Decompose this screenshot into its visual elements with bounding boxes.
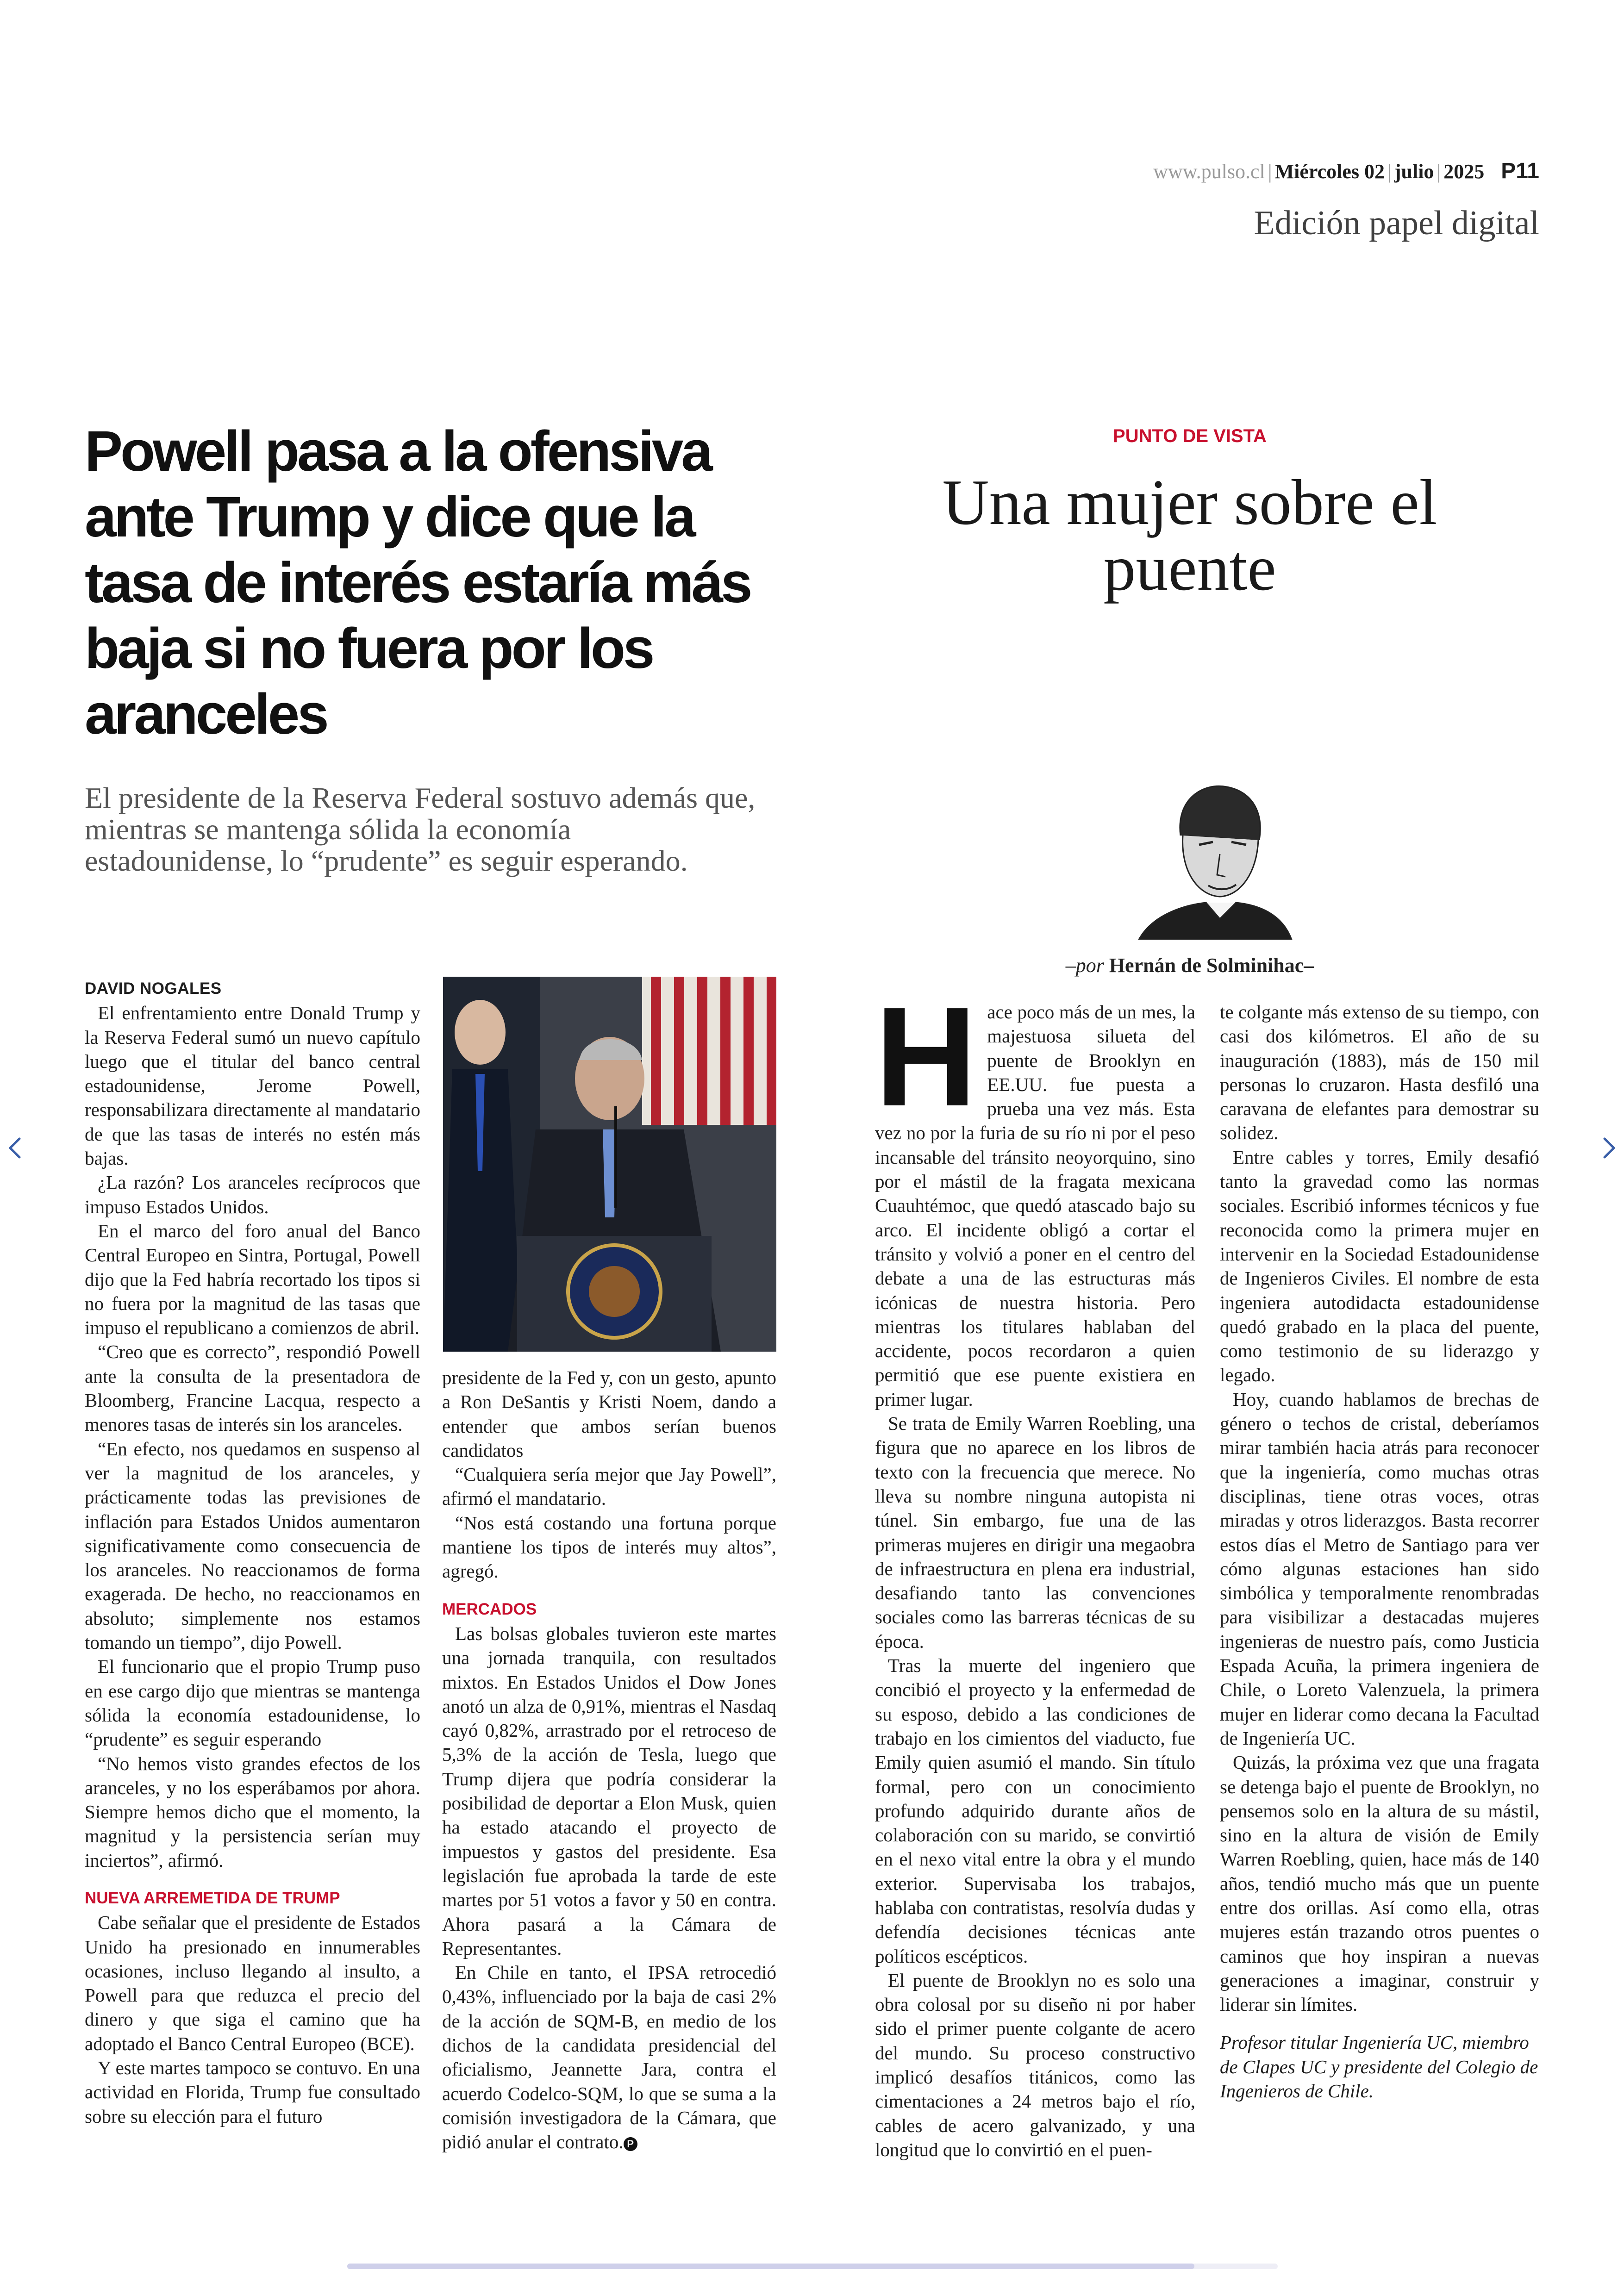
page-number: P11 [1501, 159, 1539, 183]
article-column-2 [442, 1366, 776, 2154]
news-photo [443, 977, 776, 1352]
opinion-paragraph: Hoy, cuando hablamos de brechas de género o techos de cristal, deberíamos mirar también hacia atrás para reconocer que la ingeniería, como muchas otras disciplinas, tiene otras voces, otras miradas y otros liderazgos. Basta recorrer estos días el Metro de Santiago para ver cómo algunas estaciones han sido simbólica y temporalmente renombradas para visibilizar a destacadas mujeres ingenieras de nuestro país, como Justicia Espada Acuña, la primera ingeniera de Chile, o Loreto Valenzuela, la primera mujer en liderar como decana la Facultad de Ingeniería UC. [1220, 1388, 1539, 1749]
article-subhead: El presidente de la Reserva Federal sostuvo además que, mientras se mantenga sólida la economía estadounidense, lo “prudente” es seguir esperando. [85, 781, 756, 877]
opinion-first-paragraph: ace poco más de un mes, la majestuosa silueta del puente de Brooklyn en EE.UU. fue puesta a prueba una vez más. Esta vez no por la furia de su río ni por el peso incansable del tránsito neoyorquino, sino por el mástil de la fragata mexicana Cuauhtémoc, que quedó atascado bajo su arco. El incidente obligó a cortar el tránsito y volvió a poner en el centro del debate a una de las estructuras más icónicas de nuestra historia. Pero mientras los titulares hablaban del accidente, pocos recordaron a quien permitió que ese puente existiera en primer lugar. [875, 1001, 1195, 1410]
opinion-paragraph: te colgante más extenso de su tiempo, con casi dos kilómetros. El año de su inauguración (1883), más de 150 mil personas lo cruzaron. Hasta desfiló una caravana de elefantes para demostrar su solidez. [1220, 1001, 1539, 1144]
article-paragraph: El funcionario que el propio Trump puso en ese cargo dijo que mientras se mantenga sólida la economía estadounidense, lo “prudente” es seguir esperando [85, 1656, 420, 1750]
end-of-article-icon: P [624, 2137, 637, 2151]
chevron-right-icon[interactable] [1596, 1129, 1624, 1166]
edition-label: Edición papel digital [1254, 204, 1539, 242]
article-paragraph: Cabe señalar que el presidente de Estados Unido ha presionado en innumerables ocasiones, incluso llegando al insulto, a Powell para que reduzca el precio del dinero y que siga el camino que ha adoptado el Banco Central Europeo (BCE). [85, 1912, 420, 2054]
chevron-left-icon[interactable] [0, 1129, 28, 1166]
opinion-paragraph: Quizás, la próxima vez que una fragata se detenga bajo el puente de Brooklyn, no pensemos solo en la altura de su mástil, sino en la altura de visión de Emily Warren Roebling, quien, hace más de 140 años, tendió mucho más que un puente entre dos orillas. Así como ella, otras mujeres están trazando otros puentes o caminos que hoy inspiran a nuevas generaciones a imaginar, construir y liderar sin límites. [1220, 1752, 1539, 2015]
opinion-title: Una mujer sobre el puente [942, 467, 1437, 604]
article-paragraph: En el marco del foro anual del Banco Central Europeo en Sintra, Portugal, Powell dijo que la Fed habría recortado los tipos si no fuera por la magnitud de las tasas que impuso el republicano a comienzos de abril. [85, 1220, 420, 1339]
author-portrait [1125, 766, 1296, 940]
byline-author: Hernán de Solminihac– [1109, 954, 1314, 977]
article-paragraph: El enfrentamiento entre Donald Trump y la Reserva Federal sumó un nuevo capítulo luego que el titular del banco central estadounidense, Jerome Powell, responsabilizara directamente al mandatario de que las tasas de interés no estén más bajas. [85, 1002, 420, 1169]
drop-cap: H [875, 978, 977, 1135]
article-paragraph: presidente de la Fed y, con un gesto, apunto a Ron DeSantis y Kristi Noem, dando a entender que ambos serían buenos candidatos [442, 1367, 776, 1461]
date-day: Miércoles 02 [1274, 160, 1385, 183]
article-subtitle: NUEVA ARREMETIDA DE TRUMP [85, 1889, 340, 1907]
article-column-1 [85, 977, 420, 2128]
article-headline: Powell pasa a la ofensiva ante Trump y dice que la tasa de interés estaría más baja si no fuera por los aranceles [85, 420, 750, 746]
date-month: julio [1394, 160, 1434, 183]
article-paragraph: ¿La razón? Los aranceles recíprocos que impuso Estados Unidos. [85, 1172, 420, 1217]
article-paragraph: “En efecto, nos quedamos en suspenso al ver la magnitud de los aranceles, y prácticamente todas las previsiones de inflación para Estados Unidos aumentaron significativamente como consecuencia de los aranceles. No reaccionamos de forma exagerada. De hecho, no reaccionamos en absoluto; simplemente nos estamos tomando un tiempo”, dijo Powell. [85, 1438, 420, 1653]
article-paragraph: “Creo que es correcto”, respondió Powell ante la consulta de la presentadora de Bloomberg, Francine Lacqua, respecto a menores tasas de interés sin los aranceles. [85, 1341, 420, 1435]
author-note: Profesor titular Ingeniería UC, miembro de Clapes UC y presidente del Colegio de Ingenieros de Chile. [1220, 2032, 1538, 2102]
opinion-paragraph: El puente de Brooklyn no es solo una obra colosal por su diseño ni por haber sido el primer puente colgante de acero del mundo. Su proceso constructivo implicó desafíos titánicos, como las cimentaciones a 24 metros bajo el río, cables de acero galvanizado, y una longitud que lo convirtió en el puen- [875, 1969, 1195, 2160]
article-paragraph: Y este martes tampoco se contuvo. En una actividad en Florida, Trump fue consultado sobre su elección para el futuro [85, 2057, 420, 2127]
article-paragraph: “Cualquiera sería mejor que Jay Powell”, afirmó el mandatario. [442, 1464, 776, 1509]
date-line: www.pulso.cl | Miércoles 02 | julio | 2025 P11 [1153, 159, 1539, 183]
article-author: DAVID NOGALES [85, 979, 222, 998]
article-paragraph [442, 1960, 776, 2154]
article-paragraph: “No hemos visto grandes efectos de los aranceles, y no los esperábamos por ahora. Siempre hemos dicho que el momento, la magnitud y la persistencia serían muy inciertos”, afirmó. [85, 1752, 420, 1871]
opinion-paragraph: Tras la muerte del ingeniero que concibió el proyecto y la enfermedad de su esposo, debido a las condiciones de trabajo en los cimientos del viaducto, fue Emily quien asumió el mando. Sin título formal, pero con un conocimiento profundo adquirido durante años de colaboración con su marido, se convirtió en el nexo vital entre la obra y el mundo exterior. Supervisaba los trabajos, hablaba con contratistas, resolvía dudas y defendía decisiones técnicas ante políticos escépticos. [875, 1655, 1195, 1967]
scrollbar-thumb[interactable] [347, 2264, 1194, 2269]
opinion-paragraph [875, 978, 1195, 1411]
site-url[interactable]: www.pulso.cl [1153, 160, 1265, 183]
byline-prefix: –por [1065, 954, 1104, 977]
article-paragraph-text: En Chile en tanto, el IPSA retrocedió 0,43%, influenciado por la baja de casi 2% de la acción de SQM-B, en medio de los dichos de la candidata presidencial del oficialismo, Jeannette Jara, contra el acuerdo Codelco-SQM, lo que se suma a la comisión investigadora de la Cámara, que pidió anular el contrato. [442, 1962, 776, 2153]
opinion-paragraph: Se trata de Emily Warren Roebling, una figura que no aparece en los libros de texto con la frecuencia que merece. No lleva su nombre ninguna autopista ni túnel. Sin embargo, fue una de las primeras mujeres en dirigir una megaobra de infraestructura en plena era industrial, desafiando tanto las convenciones sociales como las barreras técnicas de su época. [875, 1413, 1195, 1652]
opinion-paragraph: Entre cables y torres, Emily desafió tanto la gravedad como las normas sociales. Escribió informes técnicos y fue reconocida como la primera mujer en intervenir en la Sociedad Estadounidense de Ingenieros Civiles. El nombre de esta ingeniera autodidacta estadounidense quedó grabado en la placa del puente, como testimonio de su liderazgo y legado. [1220, 1146, 1539, 1386]
article-subtitle: MERCADOS [442, 1600, 537, 1618]
opinion-section-label: PUNTO DE VISTA [1113, 426, 1267, 446]
opinion-byline [898, 954, 1481, 977]
opinion-column-2 [1220, 1000, 1539, 2103]
article-paragraph: “Nos está costando una fortuna porque mantiene los tipos de interés muy altos”, agregó. [442, 1512, 776, 1582]
opinion-column-1 [875, 978, 1195, 2162]
date-year: 2025 [1443, 160, 1485, 183]
article-paragraph: Las bolsas globales tuvieron este martes una jornada tranquila, con resultados mixtos. En Estados Unidos el Dow Jones anotó un alza de 0,91%, mientras el Nasdaq cayó 0,82%, arrastrado por el retroceso de 5,3% de la acción de Tesla, luego que Trump dijera que podría considerar la posibilidad de deportar a Elon Musk, quien ha estado atacando el proyecto de impuestos y gastos del presidente. Esa legislación fue aprobada la tarde de este martes por 51 votos a favor y 50 en contra. Ahora pasará a la Cámara de Representantes. [442, 1622, 776, 1959]
